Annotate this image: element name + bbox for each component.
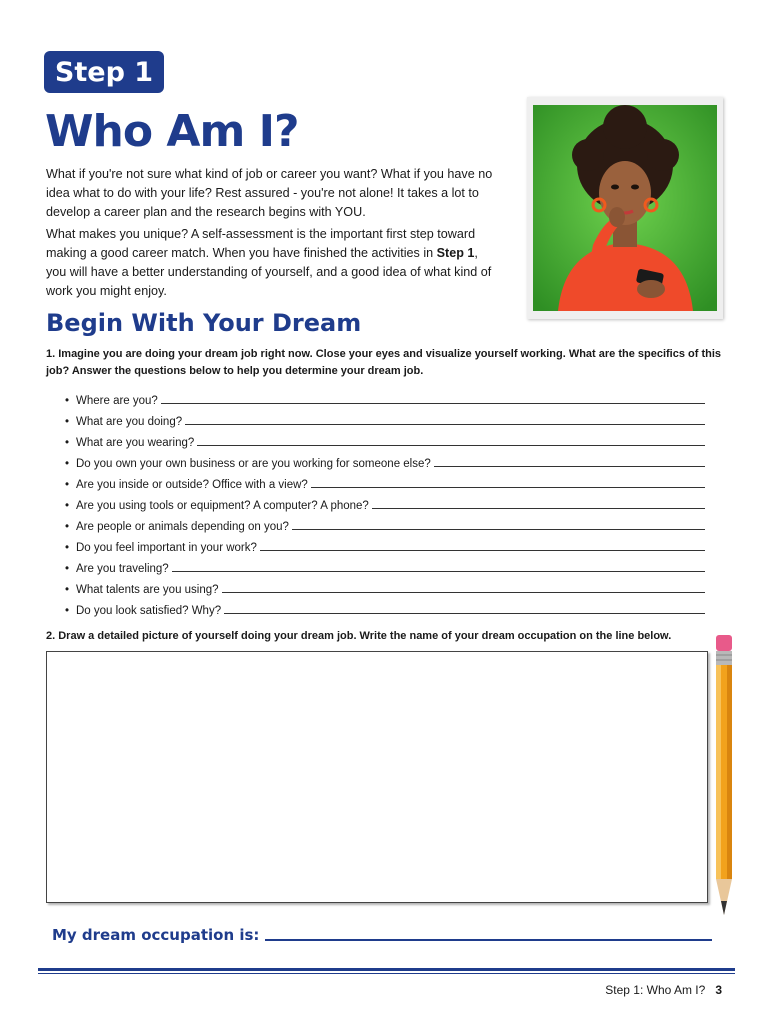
- intro-paragraph-2-start: What makes you unique? A self-assessment is the important first step toward making a good career match. When you have finished the activities in: [46, 227, 476, 260]
- question-item: [65, 596, 705, 617]
- page-title: Who Am I?: [45, 106, 299, 157]
- answer-line[interactable]: [197, 444, 705, 446]
- question-item: [65, 554, 705, 575]
- question-1: 1. Imagine you are doing your dream job right now. Close your eyes and visualize yourself working. What are the specifics of this job? Answer the questions below to help you determine your dream job.: [46, 348, 722, 377]
- question-item: [65, 407, 705, 428]
- section-title: Begin With Your Dream: [46, 309, 362, 337]
- bullet-icon: •: [65, 563, 70, 575]
- question-2: 2. Draw a detailed picture of yourself doing your dream job. Write the name of your dream occupation on the line below.: [46, 630, 672, 642]
- question-text: Are people or animals depending on you?: [76, 521, 289, 533]
- dream-occupation-label: My dream occupation is:: [52, 926, 260, 944]
- drawing-area[interactable]: [46, 651, 708, 903]
- answer-line[interactable]: [434, 465, 705, 467]
- question-item: [65, 449, 705, 470]
- answer-line[interactable]: [311, 486, 705, 488]
- question-list: [65, 386, 705, 617]
- bullet-icon: •: [65, 542, 70, 554]
- question-text: Are you inside or outside? Office with a view?: [76, 479, 308, 491]
- footer-rule-thin: [38, 973, 735, 974]
- intro-paragraph-2: [46, 225, 501, 301]
- question-item: [65, 533, 705, 554]
- question-item: [65, 512, 705, 533]
- bullet-icon: •: [65, 458, 70, 470]
- pencil-icon: [707, 633, 741, 925]
- intro-step-emphasis: Step 1: [436, 246, 475, 260]
- photo-frame: [527, 97, 723, 319]
- question-item: [65, 470, 705, 491]
- step-badge: Step 1: [44, 51, 164, 93]
- footer-label: Step 1: Who Am I?: [605, 983, 706, 997]
- question-text: Where are you?: [76, 395, 158, 407]
- question-text: Do you feel important in your work?: [76, 542, 257, 554]
- answer-line[interactable]: [372, 507, 705, 509]
- page-footer: [605, 983, 722, 997]
- woman-thinking-photo: [533, 105, 717, 311]
- question-text: What are you doing?: [76, 416, 183, 428]
- question-item: [65, 386, 705, 407]
- bullet-icon: •: [65, 605, 70, 617]
- answer-line[interactable]: [292, 528, 705, 530]
- question-text: What talents are you using?: [76, 584, 219, 596]
- answer-line[interactable]: [172, 570, 705, 572]
- question-item: [65, 575, 705, 596]
- answer-line[interactable]: [260, 549, 705, 551]
- question-text: What are you wearing?: [76, 437, 195, 449]
- question-text: Do you own your own business or are you working for someone else?: [76, 458, 431, 470]
- answer-line[interactable]: [185, 423, 705, 425]
- page-number: 3: [715, 983, 722, 997]
- bullet-icon: •: [65, 416, 70, 428]
- question-item: [65, 491, 705, 512]
- bullet-icon: •: [65, 479, 70, 491]
- bullet-icon: •: [65, 584, 70, 596]
- question-text: Are you using tools or equipment? A computer? A phone?: [76, 500, 369, 512]
- answer-line[interactable]: [224, 612, 705, 614]
- dream-occupation-row: [52, 926, 712, 944]
- question-text: Are you traveling?: [76, 563, 169, 575]
- bullet-icon: •: [65, 437, 70, 449]
- question-text: Do you look satisfied? Why?: [76, 605, 222, 617]
- answer-line[interactable]: [222, 591, 705, 593]
- footer-rule: [38, 968, 735, 971]
- intro-paragraph-2-end: , you will have a better understanding of yourself, and a good idea of what kind of work you might enjoy.: [46, 246, 492, 298]
- bullet-icon: •: [65, 395, 70, 407]
- question-item: [65, 428, 705, 449]
- dream-occupation-line[interactable]: [265, 939, 712, 941]
- bullet-icon: •: [65, 521, 70, 533]
- answer-line[interactable]: [161, 402, 705, 404]
- bullet-icon: •: [65, 500, 70, 512]
- intro-paragraph-1: What if you're not sure what kind of job or career you want? What if you have no idea what to do with your life? Rest assured - you're not alone! It takes a lot to develop a career plan and the research begins with YOU.: [46, 167, 493, 219]
